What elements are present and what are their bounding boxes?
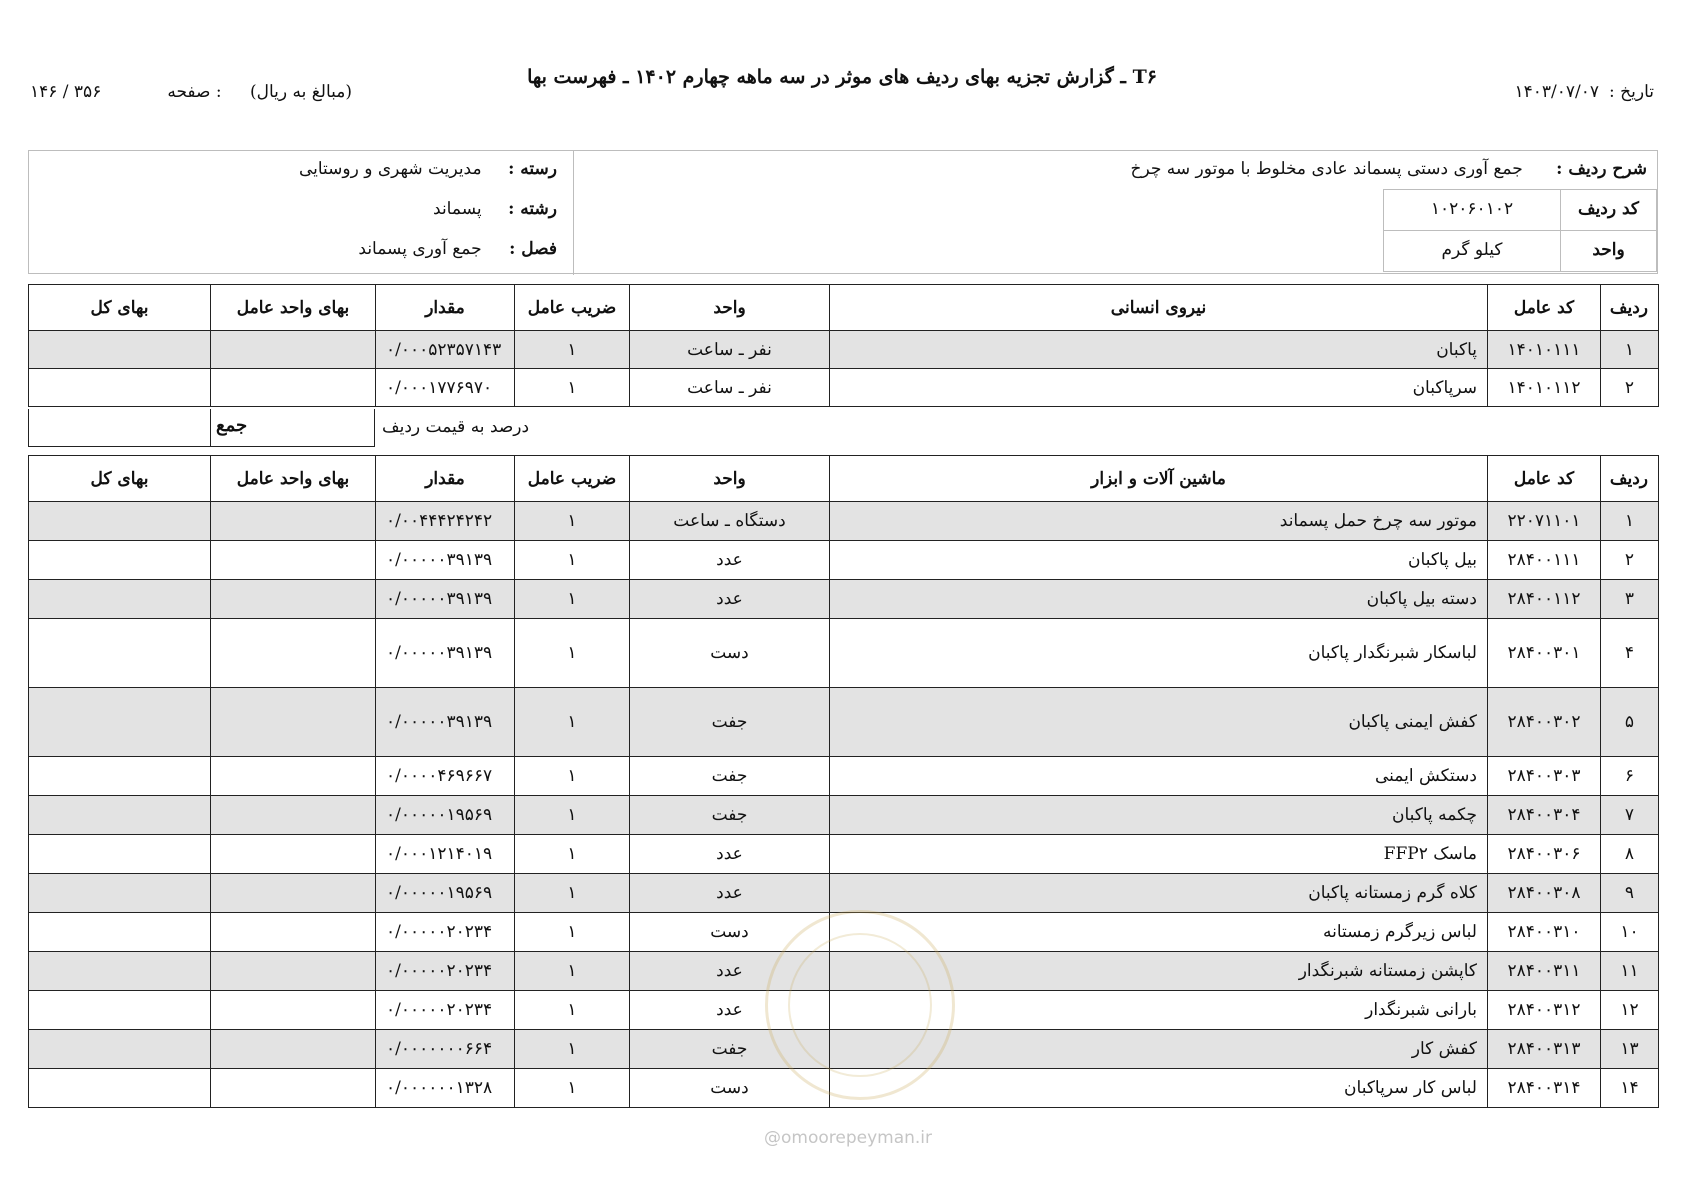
cell-code: ۲۸۴۰۰۳۰۳ bbox=[1488, 757, 1601, 796]
col-header-radif: ردیف bbox=[1601, 285, 1659, 331]
cell-code: ۲۸۴۰۰۱۱۲ bbox=[1488, 580, 1601, 619]
report-date bbox=[1505, 82, 1654, 102]
cell-qty: ۰/۰۰۰۰۰۳۹۱۳۹ bbox=[376, 541, 515, 580]
cell-coef: ۱ bbox=[515, 757, 630, 796]
cell-radif: ۱۰ bbox=[1601, 913, 1659, 952]
cell-unit: عدد bbox=[630, 991, 830, 1030]
table-row bbox=[29, 913, 1659, 952]
table-row bbox=[29, 991, 1659, 1030]
table-row bbox=[29, 796, 1659, 835]
raste-value: مدیریت شهری و روستایی bbox=[298, 159, 482, 179]
percent-label: درصد به قیمت ردیف bbox=[382, 417, 530, 437]
cell-name: کفش کار bbox=[830, 1030, 1488, 1069]
cell-code: ۲۸۴۰۰۳۱۲ bbox=[1488, 991, 1601, 1030]
table-row bbox=[29, 541, 1659, 580]
cell-total bbox=[29, 331, 211, 369]
cell-coef: ۱ bbox=[515, 1069, 630, 1108]
cell-code: ۲۸۴۰۰۳۰۲ bbox=[1488, 688, 1601, 757]
machinery-table bbox=[28, 455, 1659, 1108]
cell-qty: ۰/۰۰۰۱۷۷۶۹۷۰ bbox=[376, 369, 515, 407]
col-header-name: نیروی انسانی bbox=[830, 285, 1488, 331]
col-header-name: ماشین آلات و ابزار bbox=[830, 456, 1488, 502]
table-row bbox=[29, 502, 1659, 541]
cell-radif: ۳ bbox=[1601, 580, 1659, 619]
cell-code: ۲۲۰۷۱۱۰۱ bbox=[1488, 502, 1601, 541]
sum-total-cell bbox=[28, 409, 211, 447]
cell-name: دسته بیل پاکبان bbox=[830, 580, 1488, 619]
cell-unit-price bbox=[211, 1069, 376, 1108]
raste-label: رسته : bbox=[508, 159, 557, 179]
table-row bbox=[29, 688, 1659, 757]
col-header-radif: ردیف bbox=[1601, 456, 1659, 502]
cell-total bbox=[29, 913, 211, 952]
cell-qty: ۰/۰۰۰۵۲۳۵۷۱۴۳ bbox=[376, 331, 515, 369]
col-header-unit-price: بهای واحد عامل bbox=[211, 456, 376, 502]
cell-qty: ۰/۰۰۴۴۴۲۴۲۴۲ bbox=[376, 502, 515, 541]
cell-total bbox=[29, 1030, 211, 1069]
cell-unit-price bbox=[211, 541, 376, 580]
cell-radif: ۵ bbox=[1601, 688, 1659, 757]
cell-unit: جفت bbox=[630, 688, 830, 757]
cell-total bbox=[29, 991, 211, 1030]
fasl-label: فصل : bbox=[509, 239, 557, 259]
cell-radif: ۷ bbox=[1601, 796, 1659, 835]
cell-radif: ۱۳ bbox=[1601, 1030, 1659, 1069]
cell-total bbox=[29, 1069, 211, 1108]
cell-unit-price bbox=[211, 991, 376, 1030]
table-row bbox=[29, 1030, 1659, 1069]
cell-coef: ۱ bbox=[515, 835, 630, 874]
cell-unit: جفت bbox=[630, 796, 830, 835]
cell-code: ۱۴۰۱۰۱۱۱ bbox=[1488, 331, 1601, 369]
cell-unit-price bbox=[211, 502, 376, 541]
col-header-code: کد عامل bbox=[1488, 456, 1601, 502]
cell-radif: ۱ bbox=[1601, 502, 1659, 541]
cell-total bbox=[29, 502, 211, 541]
cell-qty: ۰/۰۰۰۰۰۲۰۲۳۴ bbox=[376, 913, 515, 952]
cell-name: موتور سه چرخ حمل پسماند bbox=[830, 502, 1488, 541]
cell-unit-price bbox=[211, 619, 376, 688]
cell-code: ۲۸۴۰۰۳۰۴ bbox=[1488, 796, 1601, 835]
code-value: ۱۰۲۰۶۰۱۰۲ bbox=[1383, 189, 1561, 231]
cell-coef: ۱ bbox=[515, 913, 630, 952]
cell-coef: ۱ bbox=[515, 580, 630, 619]
cell-unit: دست bbox=[630, 1069, 830, 1108]
cell-qty: ۰/۰۰۰۰۰۱۹۵۶۹ bbox=[376, 796, 515, 835]
cell-coef: ۱ bbox=[515, 991, 630, 1030]
table-row bbox=[29, 1069, 1659, 1108]
cell-unit: نفر ـ ساعت bbox=[630, 369, 830, 407]
cell-name: بارانی شبرنگدار bbox=[830, 991, 1488, 1030]
cell-qty: ۰/۰۰۰۰۰۳۹۱۳۹ bbox=[376, 580, 515, 619]
cell-radif: ۴ bbox=[1601, 619, 1659, 688]
cell-radif: ۲ bbox=[1601, 541, 1659, 580]
cell-radif: ۲ bbox=[1601, 369, 1659, 407]
code-label: کد ردیف bbox=[1560, 189, 1657, 231]
sharh-label: شرح ردیف : bbox=[1556, 159, 1647, 179]
date-label: تاریخ : bbox=[1609, 82, 1654, 102]
cell-unit-price bbox=[211, 757, 376, 796]
fasl-field bbox=[358, 239, 557, 259]
cell-unit-price bbox=[211, 952, 376, 991]
cell-name: کفش ایمنی پاکبان bbox=[830, 688, 1488, 757]
cell-total bbox=[29, 688, 211, 757]
cell-total bbox=[29, 874, 211, 913]
cell-radif: ۱ bbox=[1601, 331, 1659, 369]
page-value: ۱۴۶ / ۳۵۶ bbox=[30, 82, 102, 102]
table-row bbox=[29, 369, 1659, 407]
cell-unit-price bbox=[211, 331, 376, 369]
date-value: ۱۴۰۳/۰۷/۰۷ bbox=[1514, 82, 1600, 102]
col-header-unit-price: بهای واحد عامل bbox=[211, 285, 376, 331]
unit-value: کیلو گرم bbox=[1383, 230, 1561, 272]
reshte-field bbox=[433, 199, 557, 219]
cell-radif: ۶ bbox=[1601, 757, 1659, 796]
raste-field bbox=[299, 159, 557, 179]
cell-unit-price bbox=[211, 796, 376, 835]
col-header-coef: ضریب عامل bbox=[515, 456, 630, 502]
sharh-value: جمع آوری دستی پسماند عادی مخلوط با موتور سه چرخ bbox=[1130, 159, 1523, 179]
cell-coef: ۱ bbox=[515, 952, 630, 991]
cell-qty: ۰/۰۰۰۰۰۲۰۲۳۴ bbox=[376, 991, 515, 1030]
cell-total bbox=[29, 369, 211, 407]
cell-unit: دست bbox=[630, 913, 830, 952]
reshte-value: پسماند bbox=[433, 199, 482, 219]
table-row bbox=[29, 952, 1659, 991]
cell-total bbox=[29, 619, 211, 688]
cell-total bbox=[29, 952, 211, 991]
col-header-coef: ضریب عامل bbox=[515, 285, 630, 331]
cell-qty: ۰/۰۰۰۰۰۰۱۳۲۸ bbox=[376, 1069, 515, 1108]
cell-coef: ۱ bbox=[515, 796, 630, 835]
cell-qty: ۰/۰۰۰۰۴۶۹۶۶۷ bbox=[376, 757, 515, 796]
cell-radif: ۱۴ bbox=[1601, 1069, 1659, 1108]
cell-unit-price bbox=[211, 913, 376, 952]
cell-unit: دست bbox=[630, 619, 830, 688]
col-header-qty: مقدار bbox=[376, 285, 515, 331]
report-title: T۶ ـ گزارش تجزیه بهای ردیف های موثر در سه ماهه چهارم ۱۴۰۲ ـ فهرست بها bbox=[527, 66, 1157, 88]
reshte-label: رشته : bbox=[508, 199, 557, 219]
cell-name: لباس زیرگرم زمستانه bbox=[830, 913, 1488, 952]
report-header bbox=[0, 58, 1684, 102]
col-header-code: کد عامل bbox=[1488, 285, 1601, 331]
cell-unit: نفر ـ ساعت bbox=[630, 331, 830, 369]
item-description bbox=[1130, 159, 1647, 179]
cell-unit: عدد bbox=[630, 874, 830, 913]
cell-code: ۲۸۴۰۰۳۱۰ bbox=[1488, 913, 1601, 952]
cell-coef: ۱ bbox=[515, 541, 630, 580]
cell-name: دستکش ایمنی bbox=[830, 757, 1488, 796]
cell-coef: ۱ bbox=[515, 369, 630, 407]
labor-sum-row bbox=[28, 409, 1658, 447]
cell-radif: ۱۱ bbox=[1601, 952, 1659, 991]
cell-total bbox=[29, 796, 211, 835]
cell-code: ۱۴۰۱۰۱۱۲ bbox=[1488, 369, 1601, 407]
cell-radif: ۱۲ bbox=[1601, 991, 1659, 1030]
cell-name: لباس کار سرپاکبان bbox=[830, 1069, 1488, 1108]
cell-unit: جفت bbox=[630, 1030, 830, 1069]
labor-table bbox=[28, 284, 1659, 407]
cell-unit: عدد bbox=[630, 835, 830, 874]
cell-code: ۲۸۴۰۰۳۱۴ bbox=[1488, 1069, 1601, 1108]
page-label: صفحه : bbox=[167, 82, 222, 102]
cell-total bbox=[29, 835, 211, 874]
labor-header-row bbox=[29, 285, 1659, 331]
amount-note: (مبالغ به ریال) bbox=[250, 82, 353, 102]
page-number bbox=[30, 82, 222, 102]
sum-label: جمع bbox=[216, 415, 248, 436]
col-header-qty: مقدار bbox=[376, 456, 515, 502]
cell-unit-price bbox=[211, 874, 376, 913]
cell-qty: ۰/۰۰۰۱۲۱۴۰۱۹ bbox=[376, 835, 515, 874]
col-header-unit: واحد bbox=[630, 285, 830, 331]
col-header-total: بهای کل bbox=[29, 456, 211, 502]
cell-code: ۲۸۴۰۰۳۰۸ bbox=[1488, 874, 1601, 913]
watermark-url: @omoorepeyman.ir bbox=[763, 1128, 933, 1148]
cell-unit: عدد bbox=[630, 580, 830, 619]
cell-coef: ۱ bbox=[515, 619, 630, 688]
cell-unit: جفت bbox=[630, 757, 830, 796]
cell-name: کلاه گرم زمستانه پاکبان bbox=[830, 874, 1488, 913]
cell-qty: ۰/۰۰۰۰۰۱۹۵۶۹ bbox=[376, 874, 515, 913]
cell-name: چکمه پاکبان bbox=[830, 796, 1488, 835]
info-divider bbox=[573, 151, 574, 275]
cell-coef: ۱ bbox=[515, 502, 630, 541]
cell-name: لباسکار شبرنگدار پاکبان bbox=[830, 619, 1488, 688]
cell-unit: دستگاه ـ ساعت bbox=[630, 502, 830, 541]
cell-total bbox=[29, 541, 211, 580]
cell-unit-price bbox=[211, 1030, 376, 1069]
cell-code: ۲۸۴۰۰۳۱۱ bbox=[1488, 952, 1601, 991]
table-row bbox=[29, 835, 1659, 874]
cell-code: ۲۸۴۰۰۳۱۳ bbox=[1488, 1030, 1601, 1069]
fasl-value: جمع آوری پسماند bbox=[358, 239, 482, 259]
cell-name: ماسک FFP۲ bbox=[830, 835, 1488, 874]
col-header-total: بهای کل bbox=[29, 285, 211, 331]
cell-coef: ۱ bbox=[515, 688, 630, 757]
table-row bbox=[29, 580, 1659, 619]
cell-name: کاپشن زمستانه شبرنگدار bbox=[830, 952, 1488, 991]
cell-name: بیل پاکبان bbox=[830, 541, 1488, 580]
cell-unit-price bbox=[211, 369, 376, 407]
cell-name: پاکبان bbox=[830, 331, 1488, 369]
item-info-box bbox=[28, 150, 1658, 274]
cell-unit-price bbox=[211, 835, 376, 874]
cell-unit: عدد bbox=[630, 541, 830, 580]
cell-radif: ۸ bbox=[1601, 835, 1659, 874]
table-row bbox=[29, 874, 1659, 913]
cell-code: ۲۸۴۰۰۳۰۱ bbox=[1488, 619, 1601, 688]
table-row bbox=[29, 331, 1659, 369]
table-row bbox=[29, 757, 1659, 796]
cell-radif: ۹ bbox=[1601, 874, 1659, 913]
cell-total bbox=[29, 757, 211, 796]
cell-name: سرپاکبان bbox=[830, 369, 1488, 407]
cell-qty: ۰/۰۰۰۰۰۳۹۱۳۹ bbox=[376, 688, 515, 757]
col-header-unit: واحد bbox=[630, 456, 830, 502]
cell-coef: ۱ bbox=[515, 874, 630, 913]
machinery-header-row bbox=[29, 456, 1659, 502]
cell-unit: عدد bbox=[630, 952, 830, 991]
cell-qty: ۰/۰۰۰۰۰۰۰۶۶۴ bbox=[376, 1030, 515, 1069]
unit-label: واحد bbox=[1560, 230, 1657, 272]
cell-unit-price bbox=[211, 580, 376, 619]
cell-qty: ۰/۰۰۰۰۰۳۹۱۳۹ bbox=[376, 619, 515, 688]
cell-code: ۲۸۴۰۰۳۰۶ bbox=[1488, 835, 1601, 874]
cell-total bbox=[29, 580, 211, 619]
cell-unit-price bbox=[211, 688, 376, 757]
cell-code: ۲۸۴۰۰۱۱۱ bbox=[1488, 541, 1601, 580]
cell-coef: ۱ bbox=[515, 331, 630, 369]
cell-coef: ۱ bbox=[515, 1030, 630, 1069]
table-row bbox=[29, 619, 1659, 688]
cell-qty: ۰/۰۰۰۰۰۲۰۲۳۴ bbox=[376, 952, 515, 991]
